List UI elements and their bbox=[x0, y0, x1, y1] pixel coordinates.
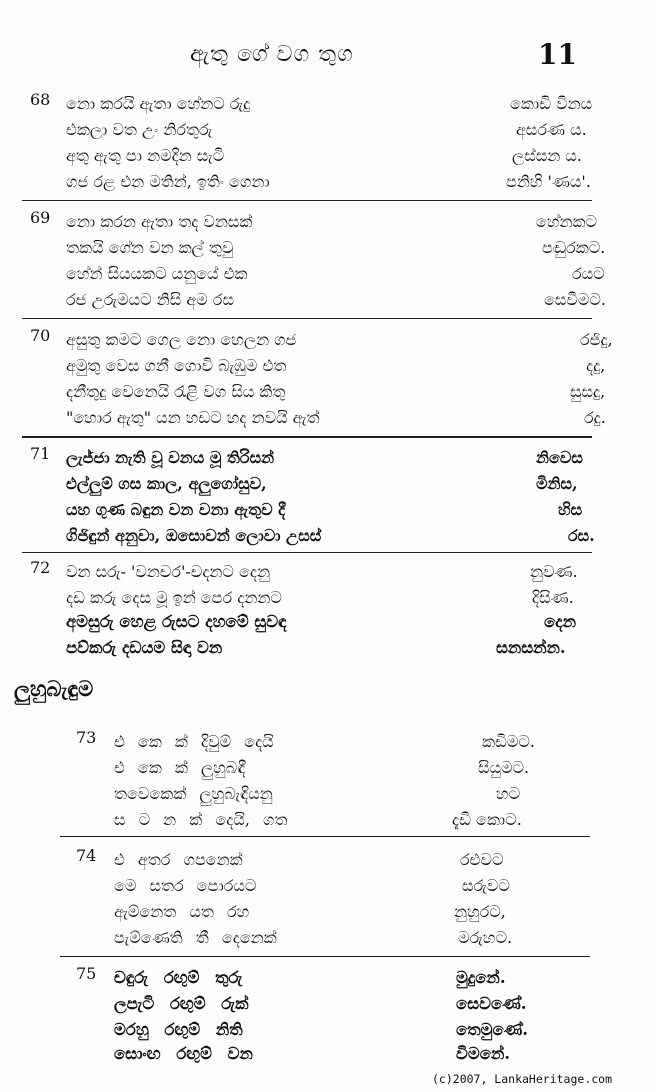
stanza-divider bbox=[22, 200, 592, 201]
verse-end-word: රජිදු, bbox=[580, 330, 613, 349]
verse-text: අසුතු කමට ගෙල නො හෙලන ගජ bbox=[66, 330, 297, 349]
verse-text: චඳුරු රඟුම් තුරු bbox=[114, 968, 243, 987]
verse-end-word: කොඩි විනය bbox=[510, 94, 593, 113]
verse-text: හේන් සියයකට යනුයේ එක bbox=[66, 264, 248, 283]
verse-text: නො කරන ඇතා තද වනසක් bbox=[66, 212, 253, 231]
verse-end-word: හිස bbox=[558, 500, 583, 519]
verse-end-word: සුසදු, bbox=[570, 382, 606, 401]
verse-text: අමුතු වෙස ගනී ගොවි බැඹුම එත bbox=[66, 356, 287, 375]
verse-text: එ අතර ගපනෙක් bbox=[114, 850, 243, 869]
verse-text: ස ට න ක් දෙයි, ගත bbox=[114, 810, 288, 829]
verse-end-word: රස. bbox=[568, 526, 595, 545]
verse-text: ඇම්නෙත යත රහ bbox=[114, 902, 250, 921]
stanza-divider bbox=[22, 552, 592, 553]
verse-end-word: නුවණ. bbox=[530, 562, 578, 581]
verse-text: තවෙකෙක් ලුහුබැඳියනු bbox=[114, 784, 273, 803]
verse-text: අතු ඇතු පා නමදින සැටි bbox=[66, 146, 225, 165]
verse-end-word: මරුහට. bbox=[458, 928, 513, 947]
verse-text: ලපැටි රඟුම් රුක් bbox=[114, 994, 249, 1013]
stanza-number: 72 bbox=[30, 558, 51, 577]
verse-end-word: සරුවට bbox=[462, 876, 510, 895]
verse-end-word: සියුමට. bbox=[478, 758, 530, 777]
verse-end-word: ලස්සන ය. bbox=[512, 146, 582, 165]
verse-end-word: දිසිණ. bbox=[532, 588, 574, 607]
verse-text: එල්ලුම් ගස කාල, අලුගෝසුව, bbox=[66, 474, 267, 493]
verse-end-word: සනසන්න. bbox=[496, 638, 566, 657]
verse-text: සොංඟ රඟුම් වන bbox=[114, 1044, 253, 1063]
verse-end-word: තෙමුණේ. bbox=[456, 1020, 529, 1039]
stanza-number: 70 bbox=[30, 326, 51, 345]
stanza-divider bbox=[22, 436, 592, 438]
verse-end-word: නුහුරට, bbox=[454, 902, 506, 921]
verse-text: යහ ගුණ බඳුන වන වනා ඇතුව දී bbox=[66, 500, 286, 519]
verse-text: මරහු රඟුම් නිති bbox=[114, 1020, 243, 1039]
verse-text: නො කරයි ඇතා හේනට රුදු bbox=[66, 94, 251, 113]
stanza-divider bbox=[22, 318, 592, 319]
verse-end-word: හේනකට bbox=[536, 212, 597, 231]
verse-text: මෙ සතර පොරයට bbox=[114, 876, 257, 895]
stanza-divider bbox=[60, 956, 590, 957]
stanza-70 bbox=[30, 326, 630, 426]
stanza-72 bbox=[30, 558, 630, 658]
verse-text: රජ උරුමයට නිසි අම රස bbox=[66, 290, 234, 309]
verse-end-word: රළුවට bbox=[460, 850, 504, 869]
verse-text: ලැජ්ජා නැති වූ වනය මූ තිරිසන් bbox=[66, 448, 275, 467]
stanza-number: 69 bbox=[30, 208, 51, 227]
stanza-68 bbox=[30, 90, 630, 190]
stanza-divider bbox=[60, 836, 590, 837]
verse-end-word: නිවෙස bbox=[536, 448, 583, 467]
verse-end-word: විමනේ. bbox=[456, 1044, 511, 1063]
verse-text: වන සරු- 'වනචර'-චදනට දෙනු bbox=[66, 562, 271, 581]
verse-end-word: රදු. bbox=[584, 408, 606, 427]
verse-text: එ කෙ ක් දිවුම් දෙයි bbox=[114, 732, 274, 751]
page-header bbox=[0, 36, 654, 76]
verse-end-word: අසරණ ය. bbox=[516, 120, 587, 139]
verse-end-word: මිනිස, bbox=[536, 474, 578, 493]
stanza-number: 75 bbox=[76, 964, 97, 983]
stanza-73 bbox=[76, 728, 636, 828]
stanza-75 bbox=[76, 964, 636, 1064]
verse-end-word: පඬුරකට. bbox=[542, 238, 606, 257]
verse-text: ගජ රළ එන මතින්, ඉතිං ගෙනා bbox=[66, 172, 270, 191]
page-number: 11 bbox=[538, 38, 577, 71]
verse-end-word: දැඩි කොට. bbox=[452, 810, 522, 829]
verse-text: දනීතුදු වෙනෙයි රැළි වග සිය කිතු bbox=[66, 382, 286, 401]
verse-text: එ කෙ ක් ලුහුබඳී bbox=[114, 758, 246, 777]
section-heading: ලුහුබැඳුම bbox=[14, 676, 94, 701]
verse-end-word: මුදුනේ. bbox=[456, 968, 506, 987]
verse-text: ගිජිඳුන් අනුවා, ඔසොවන් ලොවා උසස් bbox=[66, 526, 322, 545]
stanza-number: 73 bbox=[76, 728, 97, 747]
stanza-74 bbox=[76, 846, 636, 946]
stanza-number: 74 bbox=[76, 846, 97, 865]
verse-text: "හොර ඇතු" යන හඩට හද නවයි ඇත් bbox=[66, 408, 320, 427]
verse-end-word: දෙන bbox=[544, 612, 576, 631]
verse-end-word: සෙවීමට. bbox=[544, 290, 606, 309]
verse-end-word: පනිහි 'ණය'. bbox=[506, 172, 591, 191]
copyright-notice: (c)2007, LankaHeritage.com bbox=[432, 1072, 613, 1086]
verse-end-word: කඩිමට. bbox=[482, 732, 535, 751]
verse-text: පව්කරු දඩයම සිඳා වන bbox=[66, 638, 223, 657]
verse-text: අමසුරු හෙළ රුසට දහමේ සුවඳ bbox=[66, 612, 287, 631]
verse-text: තකයි ගේන වන කල් තුවු bbox=[66, 238, 234, 257]
stanza-number: 71 bbox=[30, 444, 51, 463]
verse-end-word: සෙවණේ. bbox=[456, 994, 527, 1013]
stanza-number: 68 bbox=[30, 90, 51, 109]
verse-text: දඩ කරු දෙස මූ ඉන් පෙර දනනට bbox=[66, 588, 282, 607]
verse-text: එකලා වත උං නිරතුරු bbox=[66, 120, 213, 139]
verse-text: පැම්ණෙති තී දෙනෙක් bbox=[114, 928, 277, 947]
verse-end-word: දදු, bbox=[586, 356, 606, 375]
stanza-71 bbox=[30, 444, 630, 544]
verse-end-word: හට bbox=[496, 784, 521, 803]
stanza-69 bbox=[30, 208, 630, 308]
verse-end-word: රයට bbox=[572, 264, 605, 283]
page-title: ඇතු ගේ වග තුග bbox=[190, 42, 354, 67]
